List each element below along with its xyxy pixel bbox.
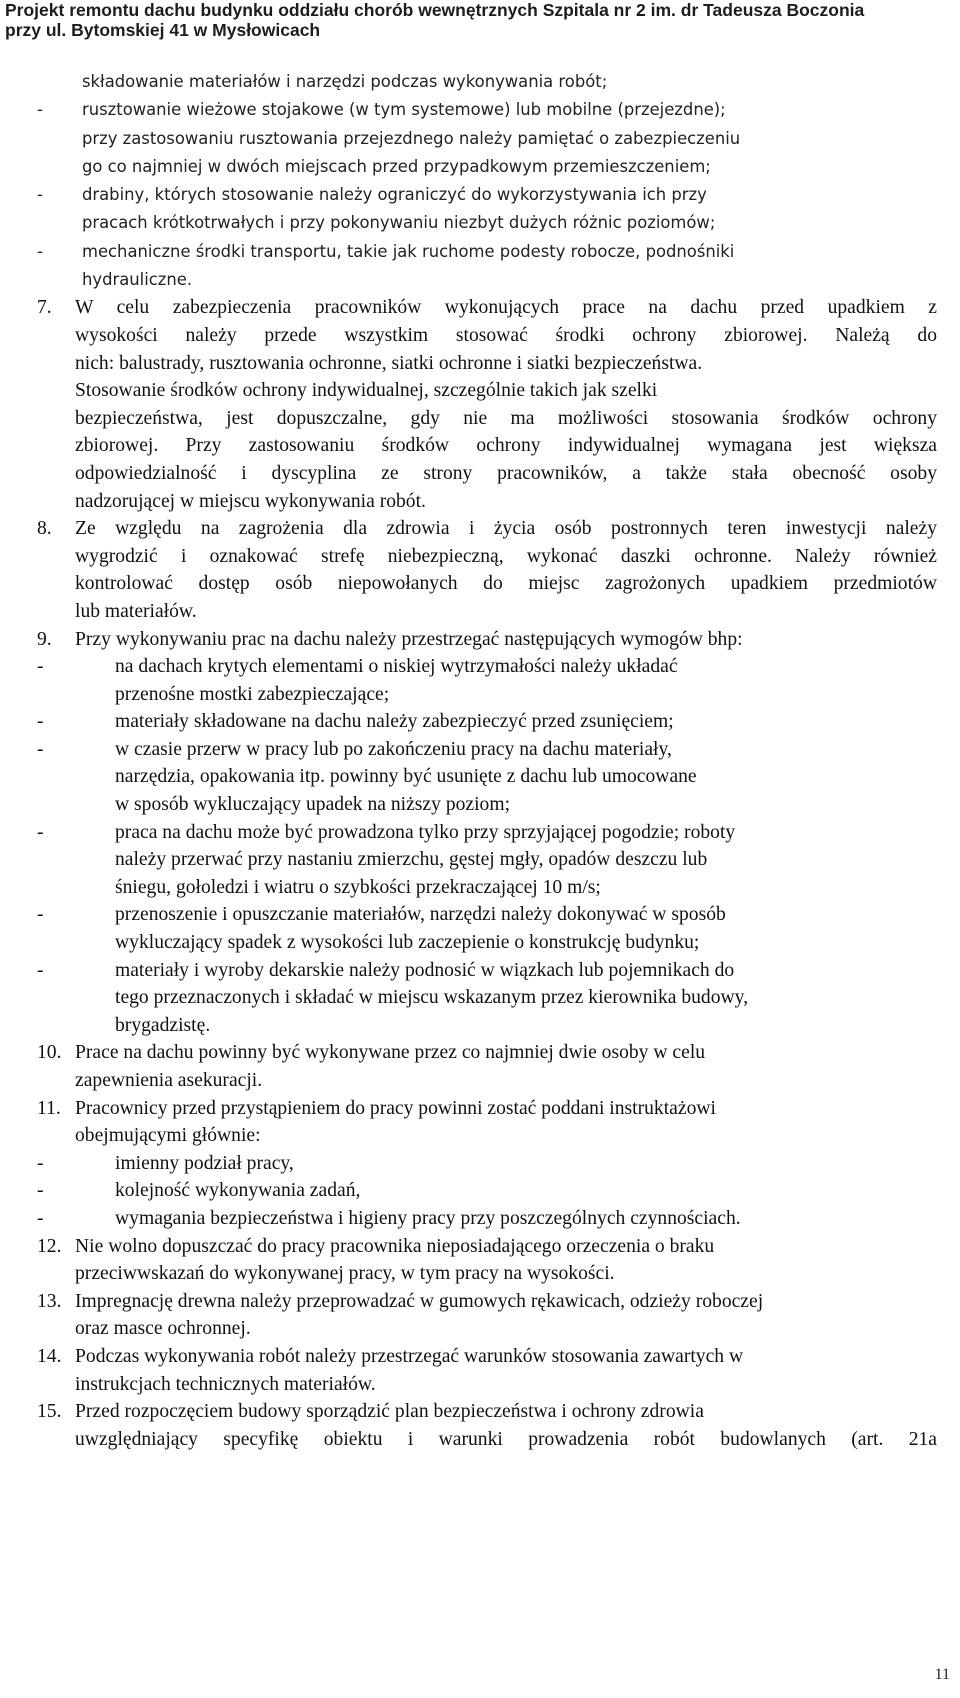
page-header — [0, 0, 960, 42]
line-text: Ze względu na zagrożenia dla zdrowia i życia osób postronnych teren inwestycji należy — [75, 518, 937, 540]
text-line — [37, 1205, 937, 1233]
line-text: należy przerwać przy nastaniu zmierzchu, gęstej mgły, opadów deszczu lub — [115, 849, 708, 871]
text-line — [37, 125, 937, 153]
text-line — [37, 681, 937, 709]
numbered-item-start — [37, 626, 937, 654]
line-text: przenoszenie i opuszczanie materiałów, narzędzi należy dokonywać w sposób — [115, 904, 726, 926]
line-text: nadzorującej w miejscu wykonywania robót. — [75, 490, 426, 512]
list-dash: - — [37, 1152, 44, 1174]
line-text: zbiorowej. Przy zastosowaniu środków ochrony indywidualnej wymagana jest większa — [75, 435, 937, 457]
line-text: obejmującymi głównie: — [75, 1125, 261, 1147]
line-text: wysokości należy przede wszystkim stosować środki ochrony zbiorowej. Należą do — [75, 324, 937, 346]
line-text: bezpieczeństwa, jest dopuszczalne, gdy nie ma możliwości stosowania środków ochrony — [75, 407, 937, 429]
text-line — [37, 846, 937, 874]
item-number: 13. — [37, 1290, 62, 1312]
line-text: tego przeznaczonych i składać w miejscu wskazanym przez kierownika budowy, — [115, 987, 749, 1009]
line-text: W celu zabezpieczenia pracowników wykonujących prace na dachu przed upadkiem z — [75, 297, 937, 319]
line-text: na dachach krytych elementami o niskiej wytrzymałości należy układać — [115, 656, 678, 678]
list-dash: - — [37, 959, 44, 981]
line-text: brygadzistę. — [115, 1014, 211, 1036]
text-line — [37, 984, 937, 1012]
line-text: rusztowanie wieżowe stojakowe (w tym systemowe) lub mobilne (przejezdne); — [82, 100, 726, 120]
text-line — [37, 598, 937, 626]
numbered-item-start — [37, 1398, 937, 1426]
item-number: 9. — [37, 628, 52, 650]
equipment-list — [37, 68, 937, 294]
item-number: 15. — [37, 1401, 62, 1423]
line-text: wygrodzić i oznakować strefę niebezpieczną, wykonać daszki ochronne. Należy również — [75, 545, 937, 567]
list-dash: - — [37, 904, 44, 926]
text-line — [37, 1150, 937, 1178]
text-line — [37, 1371, 937, 1399]
line-text: przenośne mostki zabezpieczające; — [115, 683, 390, 705]
line-text: praca na dachu może być prowadzona tylko przy sprzyjającej pogodzie; roboty — [115, 821, 736, 843]
line-text: przeciwwskazań do wykonywanej pracy, w tym pracy na wysokości. — [75, 1263, 615, 1285]
safety-requirements-list — [37, 294, 937, 1453]
list-dash: - — [37, 821, 44, 843]
line-text: Przy wykonywaniu prac na dachu należy przestrzegać następujących wymogów bhp: — [75, 628, 743, 650]
text-line — [37, 488, 937, 516]
text-line — [37, 957, 937, 985]
text-line — [37, 736, 937, 764]
line-text: nich: balustrady, rusztowania ochronne, siatki ochronne i siatki bezpieczeństwa. — [75, 352, 703, 374]
line-text: drabiny, których stosowanie należy ograniczyć do wykorzystywania ich przy — [82, 185, 707, 205]
text-line — [37, 181, 937, 209]
line-text: śniegu, gołoledzi i wiatru o szybkości przekraczającej 10 m/s; — [115, 876, 601, 898]
list-dash: - — [37, 711, 44, 733]
numbered-item-start — [37, 1095, 937, 1123]
text-line — [37, 874, 937, 902]
numbered-item-start — [37, 1233, 937, 1261]
line-text: materiały składowane na dachu należy zabezpieczyć przed zsunięciem; — [115, 711, 674, 733]
item-number: 10. — [37, 1042, 62, 1064]
item-number: 11. — [37, 1097, 61, 1119]
text-line — [37, 68, 937, 96]
line-text: Impregnację drewna należy przeprowadzać w gumowych rękawicach, odzieży roboczej — [75, 1290, 764, 1312]
text-line — [37, 1315, 937, 1343]
line-text: Pracownicy przed przystąpieniem do pracy powinni zostać poddani instruktażowi — [75, 1097, 716, 1119]
list-dash: - — [37, 185, 43, 205]
line-text: kolejność wykonywania zadań, — [115, 1180, 361, 1202]
line-text: odpowiedzialność i dyscyplina ze strony pracowników, a także stała obecność osoby — [75, 462, 937, 484]
line-text: składowanie materiałów i narzędzi podczas wykonywania robót; — [82, 72, 608, 91]
text-line — [37, 1067, 937, 1095]
line-text: go co najmniej w dwóch miejscach przed przypadkowym przemieszczeniem; — [82, 156, 711, 176]
line-text: przy zastosowaniu rusztowania przejezdnego należy pamiętać o zabezpieczeniu — [82, 128, 741, 148]
line-text: imienny podział pracy, — [115, 1152, 294, 1174]
text-line — [37, 266, 937, 294]
line-text: kontrolować dostęp osób niepowołanych do miejsc zagrożonych upadkiem przedmiotów — [75, 573, 937, 595]
line-text: mechaniczne środki transportu, takie jak ruchome podesty robocze, podnośniki — [82, 241, 735, 261]
line-text: materiały i wyroby dekarskie należy podnosić w wiązkach lub pojemnikach do — [115, 959, 735, 981]
text-line — [37, 460, 937, 488]
line-text: Stosowanie środków ochrony indywidualnej, szczególnie takich jak szelki — [75, 380, 658, 402]
line-text: w sposób wykluczający upadek na niższy poziom; — [115, 794, 511, 816]
line-text: hydrauliczne. — [82, 270, 193, 290]
text-line — [37, 153, 937, 181]
text-line — [37, 763, 937, 791]
text-line — [37, 901, 937, 929]
list-dash: - — [37, 1180, 44, 1202]
text-line — [37, 1122, 937, 1150]
text-line — [37, 238, 937, 266]
line-text: Prace na dachu powinny być wykonywane przez co najmniej dwie osoby w celu — [75, 1042, 706, 1064]
text-line — [37, 543, 937, 571]
numbered-item-start — [37, 515, 937, 543]
list-dash: - — [37, 241, 43, 261]
item-number: 12. — [37, 1235, 62, 1257]
text-line — [37, 405, 937, 433]
line-text: w czasie przerw w pracy lub po zakończeniu pracy na dachu materiały, — [115, 738, 672, 760]
text-line — [37, 350, 937, 378]
numbered-item-start — [37, 1039, 937, 1067]
text-line — [37, 791, 937, 819]
text-line — [37, 708, 937, 736]
line-text: instrukcjach technicznych materiałów. — [75, 1373, 376, 1395]
line-text: wykluczający spadek z wysokości lub zaczepienie o konstrukcję budynku; — [115, 932, 700, 954]
page-number: 11 — [934, 1666, 950, 1683]
text-line — [37, 570, 937, 598]
line-text: oraz masce ochronnej. — [75, 1318, 251, 1340]
numbered-item-start — [37, 1288, 937, 1316]
text-line — [37, 1260, 937, 1288]
line-text: pracach krótkotrwałych i przy pokonywaniu niezbyt dużych różnic poziomów; — [82, 213, 716, 233]
list-dash: - — [37, 1207, 44, 1229]
line-text: Podczas wykonywania robót należy przestrzegać warunków stosowania zawartych w — [75, 1345, 744, 1367]
line-text: Przed rozpoczęciem budowy sporządzić plan bezpieczeństwa i ochrony zdrowia — [75, 1401, 704, 1423]
text-line — [37, 96, 937, 124]
header-title-line-2: przy ul. Bytomskiej 41 w Mysłowicach — [5, 20, 321, 40]
item-number: 14. — [37, 1345, 62, 1367]
text-line — [37, 1426, 937, 1454]
line-text: Nie wolno dopuszczać do pracy pracownika nieposiadającego orzeczenia o braku — [75, 1235, 715, 1257]
text-line — [37, 819, 937, 847]
list-dash: - — [37, 100, 43, 120]
line-text: lub materiałów. — [75, 600, 197, 622]
document-body — [37, 68, 937, 1453]
text-line — [37, 209, 937, 237]
line-text: zapewnienia asekuracji. — [75, 1070, 263, 1091]
text-line — [37, 1012, 937, 1040]
line-text: uwzględniający specyfikę obiektu i warunki prowadzenia robót budowlanych (art. 21a — [75, 1428, 937, 1450]
numbered-item-start — [37, 294, 937, 322]
header-title-line-1: Projekt remontu dachu budynku oddziału chorób wewnętrznych Szpitala nr 2 im. dr Tadeusza Boczonia — [5, 0, 865, 20]
text-line — [37, 1177, 937, 1205]
text-line — [37, 322, 937, 350]
text-line — [37, 929, 937, 957]
line-text: narzędzia, opakowania itp. powinny być usunięte z dachu lub umocowane — [115, 766, 697, 788]
text-line — [37, 377, 937, 405]
list-dash: - — [37, 656, 44, 678]
line-text: wymagania bezpieczeństwa i higieny pracy przy poszczególnych czynnościach. — [115, 1207, 741, 1229]
numbered-item-start — [37, 1343, 937, 1371]
list-dash: - — [37, 738, 44, 760]
text-line — [37, 653, 937, 681]
item-number: 7. — [37, 297, 52, 319]
text-line — [37, 432, 937, 460]
item-number: 8. — [37, 518, 52, 540]
